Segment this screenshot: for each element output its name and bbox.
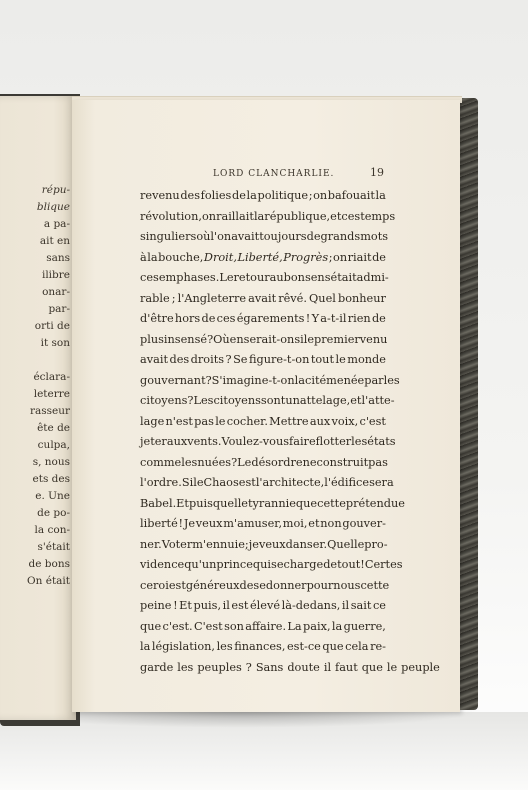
left-page-line: de bons bbox=[28, 558, 70, 570]
text-line: singuliers où l'on avait toujours de grands mots bbox=[140, 230, 389, 243]
text-line: gouvernant ? S'imagine-t-on la cité menée par les bbox=[140, 373, 400, 387]
left-page-text bbox=[0, 182, 70, 590]
left-page-line: par- bbox=[48, 303, 70, 315]
left-page-line: rasseur bbox=[29, 405, 70, 417]
text-line: Babel. Et puis quelle tyrannie que cette prétendue bbox=[140, 496, 405, 510]
body-text bbox=[140, 186, 440, 678]
text-line: citoyens ? Les citoyens sont un attelage, et l'atte- bbox=[140, 394, 395, 407]
text-line: jeter aux vents. Voulez-vous faire flotter les états bbox=[140, 435, 396, 448]
text-line: garde les peuples ? Sans doute il faut que le peuple bbox=[140, 660, 440, 674]
left-page-line: s'était bbox=[37, 541, 70, 553]
text-line: d'être hors de ces égarements ! Y a-t-il rien de bbox=[140, 312, 386, 325]
text-line: ce roi est généreux de se donner pour nous cette bbox=[140, 578, 390, 592]
left-page-line: orti de bbox=[34, 320, 70, 332]
left-page-line: éclara- bbox=[33, 371, 70, 383]
left-page-line: ait en bbox=[39, 235, 70, 247]
left-page-line: ets des bbox=[32, 473, 70, 485]
text-line: rable ; l'Angleterre avait rêvé. Quel bonheur bbox=[140, 291, 386, 305]
left-page-line: s, nous bbox=[32, 456, 70, 468]
text-line: l'ordre. Si le Chaos est l'architecte, l'édifice sera bbox=[140, 476, 394, 489]
left-page bbox=[0, 96, 76, 720]
left-page-line: la con- bbox=[34, 524, 70, 536]
left-page-line: culpa, bbox=[37, 439, 70, 451]
text-line: comme les nuées ? Le désordre ne construit pas bbox=[140, 455, 388, 469]
left-page-line: a pa- bbox=[43, 218, 70, 230]
text-line: à la bouche, Droit, Liberté, Progrès ; on riait de bbox=[140, 250, 386, 264]
text-line: ces emphases. Le retour au bon sens était admi- bbox=[140, 271, 389, 284]
left-page-line: sans bbox=[46, 252, 70, 264]
page-number: 19 bbox=[370, 166, 384, 179]
left-page-line: it son bbox=[40, 337, 70, 349]
left-page-line: blique bbox=[36, 201, 70, 213]
text-line: revenu des folies de la politique ; on bafouait la bbox=[140, 189, 386, 202]
left-page-line: leterre bbox=[33, 388, 70, 400]
left-page-line: e. Une bbox=[35, 490, 70, 502]
text-line: la législation, les finances, est-ce que cela re- bbox=[140, 640, 386, 653]
text-line: liberté ! Je veux m'amuser, moi, et non gouver- bbox=[140, 517, 386, 530]
left-page-line: de po- bbox=[37, 507, 70, 519]
running-head: LORD CLANCHARLIE. bbox=[213, 169, 335, 179]
left-page-line: onar- bbox=[42, 286, 70, 298]
text-line: vidence qu'un prince qui se charge de tout ! Certes bbox=[140, 558, 403, 571]
left-page-line: ête de bbox=[37, 422, 70, 434]
left-page-line bbox=[0, 352, 70, 369]
text-line: peine ! Et puis, il est élevé là-dedans, il sait ce bbox=[140, 599, 386, 612]
text-line: plus insensé ? Où en serait-on si le premier venu bbox=[140, 332, 388, 346]
text-line: lage n'est pas le cocher. Mettre aux voix, c'est bbox=[140, 414, 386, 428]
text-line: ner. Voter m'ennuie ; je veux danser. Quelle pro- bbox=[140, 537, 388, 551]
text-line: que c'est. C'est son affaire. La paix, la guerre, bbox=[140, 619, 386, 633]
text-line: révolution, on raillait la république, et ces temps bbox=[140, 209, 396, 223]
text-line: avait des droits ? Se figure-t-on tout le monde bbox=[140, 353, 386, 366]
left-page-line: ilibre bbox=[41, 269, 70, 281]
left-page-line: répu- bbox=[41, 184, 70, 196]
left-page-line: On était bbox=[27, 575, 70, 587]
